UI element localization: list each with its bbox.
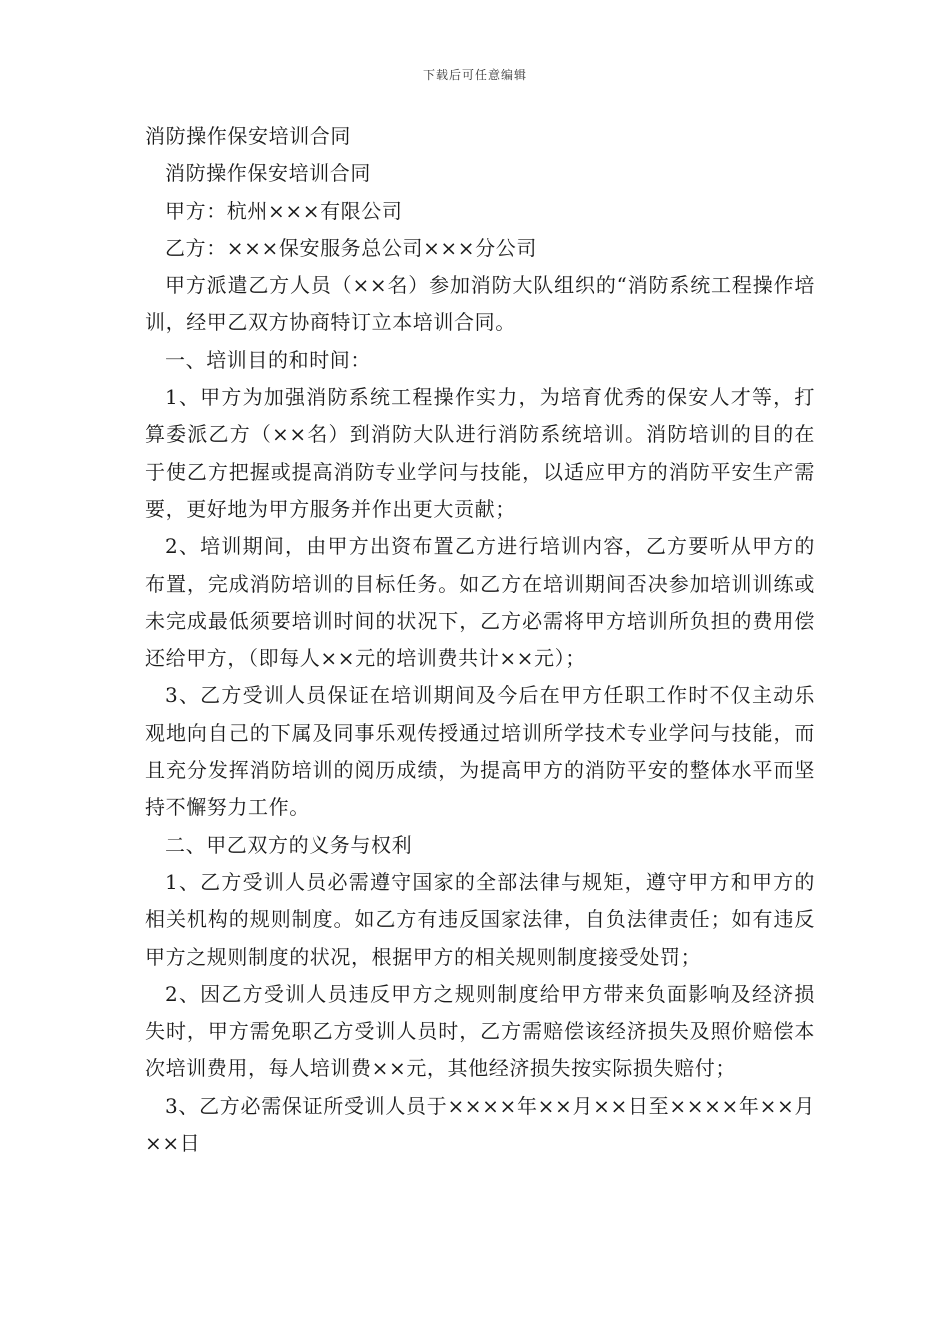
section-heading-2: 二、甲乙双方的义务与权利	[165, 832, 413, 857]
section-1-clause-3: 3、乙方受训人员保证在培训期间及今后在甲方任职工作时不仅主动乐观地向自己的下属及同事乐观传授通过培训所学技术专业学问与技能，而且充分发挥消防培训的阅历成绩，为提高甲方的消防平安的整体水平而坚持不懈努力工作。	[145, 683, 815, 820]
section-1-clause-2: 2、培训期间，由甲方出资布置乙方进行培训内容，乙方要听从甲方的布置，完成消防培训的目标任务。如乙方在培训期间否决参加培训训练或未完成最低须要培训时间的状况下，乙方必需将甲方培训所负担的费用偿还给甲方，（即每人××元的培训费共计××元）；	[145, 534, 815, 671]
party-b-line: 乙方：×××保安服务总公司×××分公司	[165, 235, 537, 260]
preamble-paragraph: 甲方派遣乙方人员（××名）参加消防大队组织的“消防系统工程操作培训，经甲乙双方协商特订立本培训合同。	[145, 273, 815, 335]
section-2-clause-1: 1、乙方受训人员必需遵守国家的全部法律与规矩，遵守甲方和甲方的相关机构的规则制度。如乙方有违反国家法律，自负法律责任；如有违反甲方之规则制度的状况，根据甲方的相关规则制度接受处罚；	[145, 869, 815, 969]
section-2-clause-2: 2、因乙方受训人员违反甲方之规则制度给甲方带来负面影响及经济损失时，甲方需免职乙方受训人员时，乙方需赔偿该经济损失及照价赔偿本次培训费用，每人培训费××元，其他经济损失按实际损失赔付；	[145, 981, 815, 1081]
section-heading-1: 一、培训目的和时间：	[165, 347, 371, 372]
document-body	[145, 118, 815, 1162]
party-a-line: 甲方：杭州×××有限公司	[165, 198, 403, 223]
page-header-note: 下载后可任意编辑	[422, 68, 527, 82]
contract-heading: 消防操作保安培训合同	[165, 161, 371, 186]
section-2-clause-3: 3、乙方必需保证所受训人员于××××年××月××日至××××年××月××日	[145, 1093, 815, 1156]
document-title: 消防操作保安培训合同	[145, 124, 351, 148]
section-1-clause-1: 1、甲方为加强消防系统工程操作实力，为培育优秀的保安人才等，打算委派乙方（××名）到消防大队进行消防系统培训。消防培训的目的在于使乙方把握或提高消防专业学问与技能，以适应甲方的消防平安生产需要，更好地为甲方服务并作出更大贡献；	[145, 385, 815, 521]
